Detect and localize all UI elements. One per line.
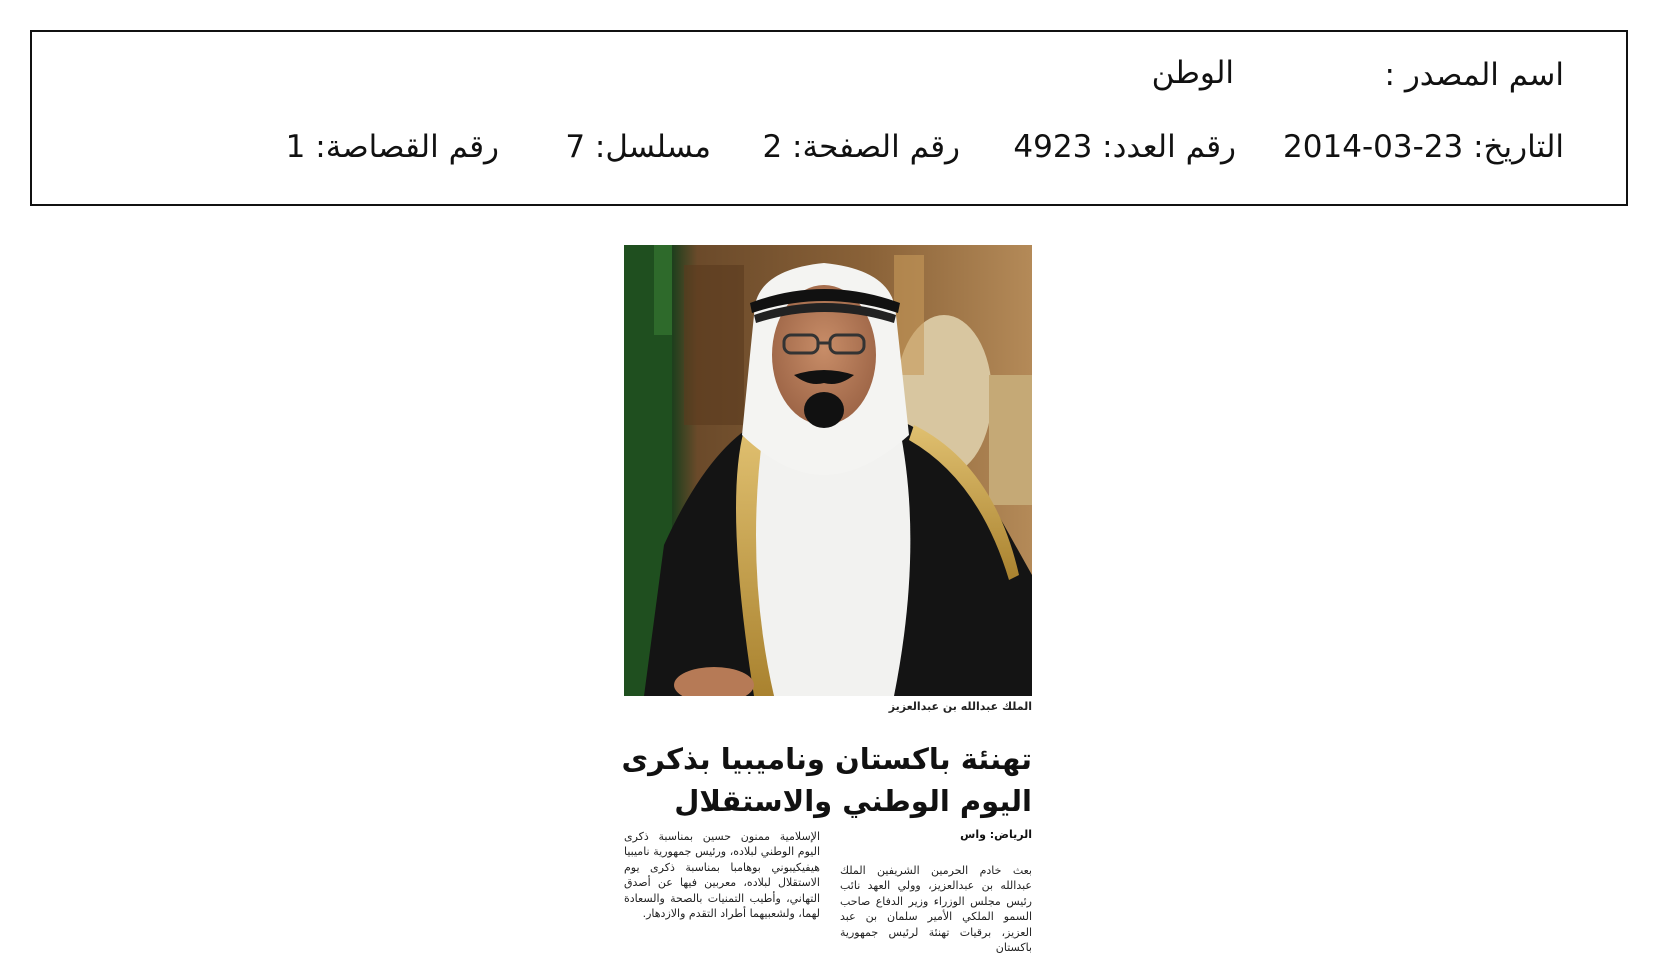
article-dateline: الرياض: واس xyxy=(960,828,1032,841)
clipping-number-field: رقم القصاصة: 1 xyxy=(285,129,499,165)
clipping-header-box xyxy=(30,30,1628,206)
article-column-1: بعث خادم الحرمين الشريفين الملك عبدالله بن عبدالعزيز، وولي العهد نائب رئيس مجلس الوزراء وزير الدفاع صاحب السمو الملكي الأمير سلمان بن عبد العزيز، برقيات تهنئة لرئيس جمهورية باكستان xyxy=(840,864,1032,955)
article-headline xyxy=(600,738,1032,822)
serial-field: مسلسل: 7 xyxy=(565,129,711,165)
date-field: التاريخ: 23-03-2014 xyxy=(1283,129,1564,165)
article-column-2: الإسلامية ممنون حسين بمناسبة ذكرى اليوم الوطني لبلاده، ورئيس جمهورية ناميبيا هيفيكيبوني بوهامبا بمناسبة ذكرى يوم الاستقلال لبلاده، معربين فيها عن أصدق التهاني، وأطيب التمنيات بالصحة والسعادة لهما، ولشعبيهما أطراد التقدم والازدهار. xyxy=(624,830,820,921)
headline-line-2: اليوم الوطني والاستقلال xyxy=(674,784,1032,818)
source-value: الوطن xyxy=(1151,55,1234,91)
headline-line-1: تهنئة باكستان وناميبيا بذكرى xyxy=(621,742,1032,776)
page-number-field: رقم الصفحة: 2 xyxy=(762,129,960,165)
issue-number-field: رقم العدد: 4923 xyxy=(1013,129,1236,165)
king-portrait-photo xyxy=(624,245,1032,696)
source-label: اسم المصدر : xyxy=(1384,57,1564,93)
photo-caption: الملك عبدالله بن عبدالعزيز xyxy=(888,700,1032,713)
